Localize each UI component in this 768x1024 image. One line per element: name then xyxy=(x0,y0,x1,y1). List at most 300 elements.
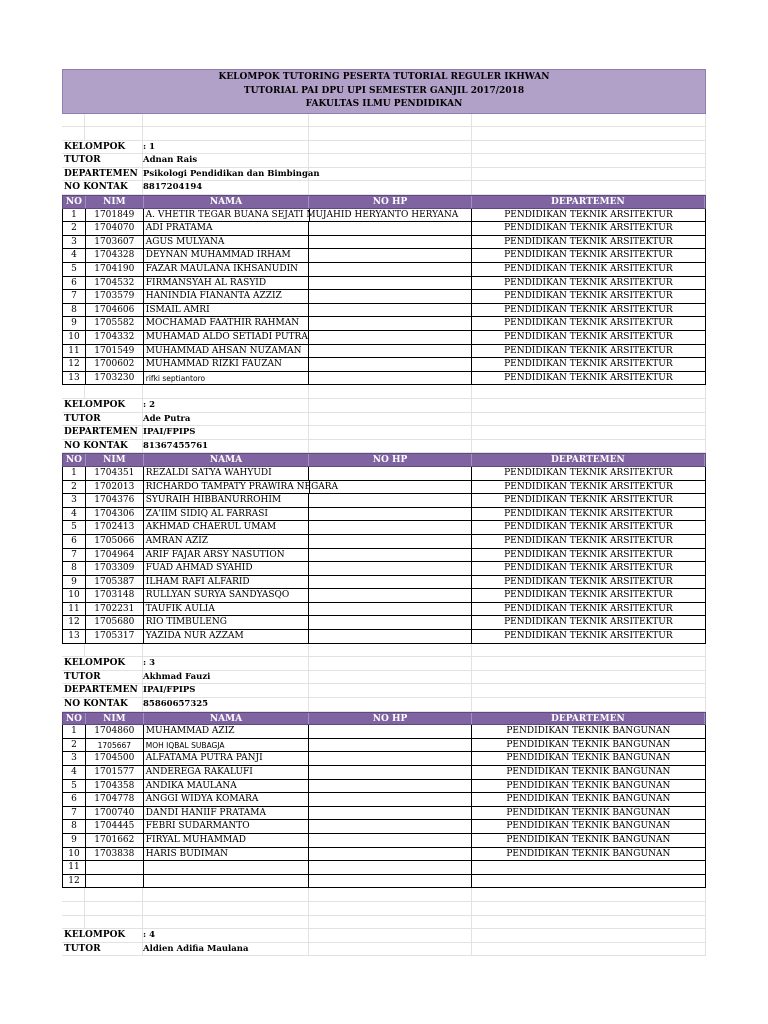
cell-nama[interactable] xyxy=(144,875,309,888)
cell-no-hp[interactable] xyxy=(309,576,471,589)
cell-no-hp[interactable] xyxy=(309,222,471,235)
cell-no-hp[interactable] xyxy=(309,331,471,344)
cell-no-hp[interactable] xyxy=(309,345,471,358)
cell-nama[interactable]: FAZAR MAULANA IKHSANUDIN xyxy=(144,263,309,276)
title-line-3: FAKULTAS ILMU PENDIDIKAN xyxy=(305,99,463,109)
cell-nama[interactable]: MOCHAMAD FAATHIR RAHMAN xyxy=(144,317,309,330)
blank-cell[interactable] xyxy=(85,385,143,398)
cell-no-hp[interactable] xyxy=(309,861,471,874)
column-header-nama[interactable]: NAMA xyxy=(144,713,309,725)
blank-cell[interactable] xyxy=(472,168,706,181)
cell-no[interactable]: 6 xyxy=(63,535,86,548)
cell-no-hp[interactable] xyxy=(309,793,471,806)
cell-no[interactable]: 3 xyxy=(63,494,86,507)
info-value-departemen[interactable]: IPAI/FPIPS xyxy=(143,426,309,439)
blank-cell[interactable] xyxy=(472,399,706,412)
blank-cell[interactable] xyxy=(85,902,143,915)
cell-nama[interactable]: DEYNAN MUHAMMAD IRHAM xyxy=(144,249,309,262)
blank-cell[interactable] xyxy=(309,154,472,167)
info-value-tutor[interactable]: Aldien Adifia Maulana xyxy=(143,943,309,956)
cell-no[interactable]: 13 xyxy=(63,630,86,643)
blank-cell[interactable] xyxy=(309,141,472,154)
cell-departemen[interactable]: PENDIDIKAN TEKNIK ARSITEKTUR xyxy=(504,318,673,329)
cell-nama[interactable]: RULLYAN SURYA SANDYASQO xyxy=(144,589,309,602)
cell-nama[interactable]: HANINDIA FIANANTA AZZIZ xyxy=(144,290,309,303)
blank-cell[interactable] xyxy=(472,154,706,167)
cell-no-hp[interactable] xyxy=(310,209,472,222)
blank-cell[interactable] xyxy=(143,385,309,398)
cell-nim[interactable]: 1703579 xyxy=(86,290,144,303)
blank-cell[interactable] xyxy=(143,114,309,127)
cell-nama[interactable]: MUHAMMAD AHSAN NUZAMAN xyxy=(144,345,309,358)
info-label-kelompok: KELOMPOK xyxy=(62,399,143,412)
cell-departemen[interactable]: PENDIDIKAN TEKNIK ARSITEKTUR xyxy=(504,563,673,574)
cell-nama[interactable]: DANDI HANIIF PRATAMA xyxy=(144,807,309,820)
cell-nama[interactable]: AKHMAD CHAERUL UMAM xyxy=(144,521,309,534)
cell-no[interactable]: 2 xyxy=(63,222,86,235)
cell-nama[interactable]: AMRAN AZIZ xyxy=(144,535,309,548)
cell-no[interactable]: 9 xyxy=(63,317,86,330)
blank-cell[interactable] xyxy=(309,127,472,140)
cell-departemen[interactable]: PENDIDIKAN TEKNIK ARSITEKTUR xyxy=(504,522,673,533)
cell-no[interactable]: 8 xyxy=(63,562,86,575)
table-row xyxy=(62,277,706,291)
blank-cell[interactable] xyxy=(472,114,706,127)
blank-cell[interactable] xyxy=(309,657,472,670)
cell-nim[interactable]: 1704351 xyxy=(86,467,144,480)
cell-no-hp[interactable] xyxy=(309,820,471,833)
cell-no-hp[interactable] xyxy=(309,603,471,616)
cell-departemen[interactable]: PENDIDIKAN TEKNIK ARSITEKTUR xyxy=(504,372,673,383)
cell-no[interactable]: 7 xyxy=(63,290,86,303)
cell-nim[interactable]: 1703838 xyxy=(86,848,144,861)
cell-nim[interactable]: 1704532 xyxy=(86,277,144,290)
blank-row xyxy=(62,888,706,902)
column-header-no-hp[interactable]: NO HP xyxy=(309,454,472,466)
cell-no[interactable]: 9 xyxy=(63,834,86,847)
cell-nama[interactable]: SYURAIH HIBBANURROHIM xyxy=(144,494,309,507)
cell-nim[interactable]: 1704190 xyxy=(86,263,144,276)
cell-no[interactable]: 8 xyxy=(63,820,86,833)
blank-cell[interactable] xyxy=(309,684,472,697)
cell-no-hp[interactable] xyxy=(309,616,471,629)
cell-nim[interactable]: 1703148 xyxy=(86,589,144,602)
column-header-nim[interactable]: NIM xyxy=(86,196,144,208)
blank-cell[interactable] xyxy=(309,385,472,398)
cell-no[interactable]: 6 xyxy=(63,277,86,290)
cell-nama[interactable]: ARIF FAJAR ARSY NASUTION xyxy=(144,549,309,562)
cell-nim[interactable]: 1701577 xyxy=(86,766,144,779)
column-header-departemen[interactable]: DEPARTEMEN xyxy=(472,713,705,725)
cell-nama[interactable] xyxy=(144,861,309,874)
blank-cell[interactable] xyxy=(85,644,143,657)
cell-nim[interactable]: 1704860 xyxy=(86,725,144,738)
cell-no[interactable]: 1 xyxy=(63,467,86,480)
cell-nim[interactable]: 1701849 xyxy=(86,209,144,222)
cell-nim[interactable]: 1702413 xyxy=(86,521,144,534)
cell-nama[interactable]: ISMAIL AMRI xyxy=(144,304,309,317)
blank-cell[interactable] xyxy=(309,399,472,412)
cell-no-hp[interactable] xyxy=(309,290,471,303)
cell-nim[interactable]: 1704306 xyxy=(86,508,144,521)
blank-cell[interactable] xyxy=(472,916,706,929)
cell-no[interactable]: 1 xyxy=(63,209,86,222)
blank-cell[interactable] xyxy=(143,916,309,929)
blank-cell[interactable] xyxy=(62,114,85,127)
blank-cell[interactable] xyxy=(85,888,143,901)
cell-no[interactable]: 11 xyxy=(63,345,86,358)
cell-departemen[interactable]: PENDIDIKAN TEKNIK BANGUNAN xyxy=(506,834,671,845)
cell-departemen[interactable] xyxy=(472,861,705,874)
cell-no-hp[interactable] xyxy=(309,304,471,317)
cell-no-hp[interactable] xyxy=(309,589,471,602)
cell-no[interactable]: 2 xyxy=(63,739,86,752)
cell-nama[interactable]: YAZIDA NUR AZZAM xyxy=(144,630,309,643)
blank-cell[interactable] xyxy=(309,644,472,657)
cell-departemen[interactable]: PENDIDIKAN TEKNIK ARSITEKTUR xyxy=(504,359,673,370)
cell-departemen[interactable]: PENDIDIKAN TEKNIK ARSITEKTUR xyxy=(504,236,673,247)
cell-no-hp[interactable] xyxy=(309,780,471,793)
cell-nim[interactable]: 1703230 xyxy=(86,372,144,385)
cell-nim[interactable]: 1704358 xyxy=(86,780,144,793)
blank-cell[interactable] xyxy=(309,671,472,684)
cell-nama[interactable]: MUHAMAD ALDO SETIADI PUTRA xyxy=(145,332,308,342)
cell-no[interactable]: 3 xyxy=(63,236,86,249)
cell-no[interactable]: 12 xyxy=(63,875,86,888)
cell-nim[interactable]: 1702013 xyxy=(86,481,144,494)
blank-cell[interactable] xyxy=(143,127,309,140)
column-header-departemen[interactable]: DEPARTEMEN xyxy=(472,454,705,466)
cell-no-hp[interactable] xyxy=(309,236,471,249)
cell-departemen[interactable]: PENDIDIKAN TEKNIK BANGUNAN xyxy=(506,726,671,737)
cell-nim[interactable]: 1704376 xyxy=(86,494,144,507)
blank-cell[interactable] xyxy=(62,644,85,657)
cell-departemen[interactable]: PENDIDIKAN TEKNIK ARSITEKTUR xyxy=(504,332,673,342)
cell-nama[interactable]: MOH IQBAL SUBAGJA xyxy=(144,739,309,752)
cell-no[interactable]: 1 xyxy=(63,725,86,738)
blank-cell[interactable] xyxy=(309,413,472,426)
cell-departemen[interactable]: PENDIDIKAN TEKNIK ARSITEKTUR xyxy=(504,250,673,261)
cell-nama[interactable]: FEBRI SUDARMANTO xyxy=(144,820,309,833)
cell-nim[interactable]: 1704964 xyxy=(86,549,144,562)
cell-nama[interactable]: FIRYAL MUHAMMAD xyxy=(144,834,309,847)
cell-departemen[interactable]: PENDIDIKAN TEKNIK ARSITEKTUR xyxy=(504,209,673,220)
cell-no[interactable]: 10 xyxy=(63,331,86,344)
cell-no-hp[interactable] xyxy=(309,562,471,575)
info-value-kelompok[interactable]: : 4 xyxy=(143,929,309,942)
blank-cell[interactable] xyxy=(472,141,706,154)
cell-departemen[interactable]: PENDIDIKAN TEKNIK ARSITEKTUR xyxy=(504,617,673,628)
cell-nim[interactable]: 1703607 xyxy=(86,236,144,249)
blank-cell[interactable] xyxy=(472,413,706,426)
blank-cell[interactable] xyxy=(309,114,472,127)
cell-no-hp[interactable] xyxy=(309,508,471,521)
cell-nama[interactable]: ADI PRATAMA xyxy=(144,222,309,235)
cell-nama[interactable]: RICHARDO TAMPATY PRAWIRA NEGARA xyxy=(145,481,339,492)
blank-cell[interactable] xyxy=(62,916,85,929)
blank-cell[interactable] xyxy=(62,127,85,140)
column-header-no[interactable]: NO xyxy=(63,454,86,466)
cell-no[interactable]: 5 xyxy=(63,521,86,534)
info-value-kelompok[interactable]: : 3 xyxy=(143,657,309,670)
cell-no-hp[interactable] xyxy=(309,249,471,262)
table-row xyxy=(62,535,706,549)
blank-cell[interactable] xyxy=(472,943,706,956)
blank-cell[interactable] xyxy=(472,440,706,453)
blank-cell[interactable] xyxy=(62,385,85,398)
cell-departemen[interactable]: PENDIDIKAN TEKNIK BANGUNAN xyxy=(506,794,671,805)
cell-nama[interactable]: ILHAM RAFI ALFARID xyxy=(144,576,309,589)
column-header-nim[interactable]: NIM xyxy=(86,454,144,466)
cell-departemen[interactable]: PENDIDIKAN TEKNIK ARSITEKTUR xyxy=(504,590,673,601)
cell-nama[interactable]: ZA'IIM SIDIQ AL FARRASI xyxy=(144,508,309,521)
cell-no[interactable]: 11 xyxy=(63,861,86,874)
info-label-tutor: TUTOR xyxy=(62,943,143,956)
cell-no-hp[interactable] xyxy=(309,317,471,330)
blank-cell[interactable] xyxy=(472,657,706,670)
cell-no[interactable]: 12 xyxy=(63,358,86,371)
cell-nim[interactable]: 1703309 xyxy=(86,562,144,575)
info-value-tutor[interactable]: Ade Putra xyxy=(143,413,309,426)
cell-no[interactable]: 10 xyxy=(63,848,86,861)
cell-departemen[interactable]: PENDIDIKAN TEKNIK ARSITEKTUR xyxy=(504,549,673,560)
info-value-kelompok[interactable]: : 1 xyxy=(143,141,309,154)
blank-cell[interactable] xyxy=(143,644,309,657)
cell-no-hp[interactable] xyxy=(309,372,471,385)
table-row xyxy=(62,481,706,495)
blank-cell[interactable] xyxy=(472,684,706,697)
cell-nim[interactable]: 1701549 xyxy=(86,345,144,358)
cell-nim[interactable]: 1702231 xyxy=(86,603,144,616)
cell-no[interactable]: 4 xyxy=(63,249,86,262)
info-row-tutor xyxy=(62,154,706,168)
cell-departemen[interactable]: PENDIDIKAN TEKNIK BANGUNAN xyxy=(506,753,671,764)
info-value-kontak[interactable]: 85860657325 xyxy=(143,698,309,711)
blank-cell[interactable] xyxy=(309,440,472,453)
cell-departemen[interactable]: PENDIDIKAN TEKNIK ARSITEKTUR xyxy=(504,277,673,288)
cell-no[interactable]: 8 xyxy=(63,304,86,317)
blank-cell[interactable] xyxy=(472,888,706,901)
cell-nama[interactable]: MUHAMMAD RIZKI FAUZAN xyxy=(144,358,309,371)
cell-departemen[interactable]: PENDIDIKAN TEKNIK ARSITEKTUR xyxy=(504,264,673,275)
cell-no[interactable]: 4 xyxy=(63,508,86,521)
cell-departemen[interactable]: PENDIDIKAN TEKNIK BANGUNAN xyxy=(506,780,671,791)
cell-nama[interactable]: HARIS BUDIMAN xyxy=(144,848,309,861)
cell-nama[interactable]: AGUS MULYANA xyxy=(144,236,309,249)
cell-departemen[interactable]: PENDIDIKAN TEKNIK ARSITEKTUR xyxy=(504,631,673,642)
cell-no-hp[interactable] xyxy=(309,766,471,779)
cell-nama[interactable]: RIO TIMBULENG xyxy=(144,616,309,629)
cell-nim[interactable]: 1704328 xyxy=(86,249,144,262)
cell-departemen[interactable] xyxy=(472,875,705,888)
blank-cell[interactable] xyxy=(309,916,472,929)
blank-cell[interactable] xyxy=(472,181,706,194)
cell-departemen[interactable]: PENDIDIKAN TEKNIK ARSITEKTUR xyxy=(504,467,673,478)
cell-nim[interactable] xyxy=(86,875,144,888)
table-row xyxy=(62,521,706,535)
cell-no[interactable]: 10 xyxy=(63,589,86,602)
blank-cell[interactable] xyxy=(472,127,706,140)
cell-departemen[interactable]: PENDIDIKAN TEKNIK BANGUNAN xyxy=(506,848,671,859)
cell-departemen[interactable]: PENDIDIKAN TEKNIK BANGUNAN xyxy=(506,807,671,818)
blank-cell[interactable] xyxy=(62,888,85,901)
cell-no-hp[interactable] xyxy=(309,467,471,480)
cell-nim[interactable]: 1705680 xyxy=(86,616,144,629)
info-row-departemen xyxy=(62,426,706,440)
cell-departemen[interactable]: PENDIDIKAN TEKNIK ARSITEKTUR xyxy=(504,495,673,506)
cell-no[interactable]: 9 xyxy=(63,576,86,589)
cell-nama[interactable]: rifki septiantoro xyxy=(144,372,309,385)
info-label-departemen: DEPARTEMEN xyxy=(62,426,143,439)
info-value-kontak[interactable]: 8817204194 xyxy=(143,181,309,194)
blank-cell[interactable] xyxy=(472,698,706,711)
column-header-nama[interactable]: NAMA xyxy=(144,454,309,466)
cell-nim[interactable]: 1704070 xyxy=(86,222,144,235)
column-header-no-hp[interactable]: NO HP xyxy=(309,713,472,725)
blank-cell[interactable] xyxy=(143,888,309,901)
blank-cell[interactable] xyxy=(62,902,85,915)
cell-no[interactable]: 6 xyxy=(63,793,86,806)
cell-departemen[interactable]: PENDIDIKAN TEKNIK ARSITEKTUR xyxy=(504,508,673,519)
cell-nama[interactable]: REZALDI SATYA WAHYUDI xyxy=(144,467,309,480)
cell-departemen[interactable]: PENDIDIKAN TEKNIK ARSITEKTUR xyxy=(504,291,673,302)
blank-row xyxy=(62,644,706,658)
cell-nim[interactable]: 1705066 xyxy=(86,535,144,548)
cell-nim[interactable]: 1705387 xyxy=(86,576,144,589)
blank-cell[interactable] xyxy=(472,385,706,398)
column-header-nim[interactable]: NIM xyxy=(86,713,144,725)
cell-departemen[interactable]: PENDIDIKAN TEKNIK BANGUNAN xyxy=(506,821,671,832)
cell-nim[interactable]: 1704500 xyxy=(86,752,144,765)
cell-nama[interactable]: FIRMANSYAH AL RASYID xyxy=(144,277,309,290)
blank-cell[interactable] xyxy=(143,902,309,915)
cell-nim[interactable] xyxy=(86,861,144,874)
column-header-no-hp[interactable]: NO HP xyxy=(309,196,472,208)
cell-departemen[interactable]: PENDIDIKAN TEKNIK ARSITEKTUR xyxy=(504,535,673,546)
cell-departemen[interactable]: PENDIDIKAN TEKNIK ARSITEKTUR xyxy=(504,576,673,587)
cell-no-hp[interactable] xyxy=(309,834,471,847)
blank-cell[interactable] xyxy=(309,181,472,194)
sheet-title-banner xyxy=(62,69,706,114)
cell-no-hp[interactable] xyxy=(309,725,471,738)
cell-no[interactable]: 7 xyxy=(63,549,86,562)
blank-cell[interactable] xyxy=(309,902,472,915)
cell-departemen[interactable]: PENDIDIKAN TEKNIK ARSITEKTUR xyxy=(504,481,673,492)
cell-no-hp[interactable] xyxy=(309,549,471,562)
blank-cell[interactable] xyxy=(472,902,706,915)
blank-cell[interactable] xyxy=(309,698,472,711)
cell-nama[interactable]: ANDEREGA RAKALUFI xyxy=(144,766,309,779)
column-header-no[interactable]: NO xyxy=(63,196,86,208)
blank-cell[interactable] xyxy=(85,114,143,127)
cell-nama[interactable]: ANDIKA MAULANA xyxy=(144,780,309,793)
blank-cell[interactable] xyxy=(309,888,472,901)
cell-no-hp[interactable] xyxy=(309,521,471,534)
cell-no-hp[interactable] xyxy=(309,752,471,765)
cell-no[interactable]: 2 xyxy=(63,481,86,494)
cell-departemen[interactable]: PENDIDIKAN TEKNIK ARSITEKTUR xyxy=(504,223,673,234)
cell-nim[interactable]: 1705317 xyxy=(86,630,144,643)
cell-no-hp[interactable] xyxy=(309,807,471,820)
cell-nim[interactable]: 1705582 xyxy=(86,317,144,330)
blank-cell[interactable] xyxy=(309,943,472,956)
cell-nama[interactable]: A. VHETIR TEGAR BUANA SEJATI MUJAHID HERYANTO HERYANA xyxy=(145,209,459,220)
cell-departemen[interactable]: PENDIDIKAN TEKNIK ARSITEKTUR xyxy=(504,345,673,356)
info-value-departemen[interactable]: IPAI/FPIPS xyxy=(143,684,309,697)
cell-departemen[interactable]: PENDIDIKAN TEKNIK BANGUNAN xyxy=(506,767,671,777)
cell-no[interactable]: 7 xyxy=(63,807,86,820)
cell-nim[interactable]: 1704445 xyxy=(86,820,144,833)
column-header-nama[interactable]: NAMA xyxy=(144,196,309,208)
table-row xyxy=(62,290,706,304)
cell-no[interactable]: 5 xyxy=(63,780,86,793)
cell-nama[interactable]: ANGGI WIDYA KOMARA xyxy=(144,793,309,806)
cell-nama[interactable]: ALFATAMA PUTRA PANJI xyxy=(144,752,309,765)
cell-departemen[interactable]: PENDIDIKAN TEKNIK BANGUNAN xyxy=(506,739,671,750)
cell-no[interactable]: 13 xyxy=(63,372,86,385)
cell-no[interactable]: 12 xyxy=(63,616,86,629)
blank-cell[interactable] xyxy=(472,671,706,684)
cell-nim[interactable]: 1701662 xyxy=(86,834,144,847)
cell-no[interactable]: 11 xyxy=(63,603,86,616)
blank-cell[interactable] xyxy=(85,127,143,140)
blank-cell[interactable] xyxy=(309,929,472,942)
blank-cell[interactable] xyxy=(309,168,472,181)
cell-nim[interactable]: 1700602 xyxy=(86,358,144,371)
table-row xyxy=(62,739,706,753)
cell-no-hp[interactable] xyxy=(309,875,471,888)
blank-cell[interactable] xyxy=(472,929,706,942)
cell-no[interactable]: 5 xyxy=(63,263,86,276)
info-value-departemen[interactable]: Psikologi Pendidikan dan Bimbingan xyxy=(143,168,320,179)
cell-no-hp[interactable] xyxy=(309,739,471,752)
info-row-kelompok xyxy=(62,141,706,155)
cell-nama[interactable]: MUHAMMAD AZIZ xyxy=(144,725,309,738)
cell-no[interactable]: 3 xyxy=(63,752,86,765)
blank-cell[interactable] xyxy=(472,426,706,439)
column-header-departemen[interactable]: DEPARTEMEN xyxy=(472,196,705,208)
blank-row xyxy=(62,385,706,399)
cell-nim[interactable]: 1705667 xyxy=(86,739,144,752)
cell-no-hp[interactable] xyxy=(309,848,471,861)
cell-no-hp[interactable] xyxy=(309,494,471,507)
blank-cell[interactable] xyxy=(85,916,143,929)
blank-cell[interactable] xyxy=(472,644,706,657)
column-header-no[interactable]: NO xyxy=(63,713,86,725)
info-value-kelompok[interactable]: : 2 xyxy=(143,399,309,412)
table-row xyxy=(62,304,706,318)
cell-departemen[interactable]: PENDIDIKAN TEKNIK ARSITEKTUR xyxy=(504,304,673,315)
blank-cell[interactable] xyxy=(309,426,472,439)
cell-nama[interactable]: TAUFIK AULIA xyxy=(144,603,309,616)
info-value-tutor[interactable]: Akhmad Fauzi xyxy=(143,671,309,684)
cell-no-hp[interactable] xyxy=(309,277,471,290)
cell-nim[interactable]: 1704606 xyxy=(86,304,144,317)
cell-no-hp[interactable] xyxy=(309,358,471,371)
cell-no-hp[interactable] xyxy=(309,263,471,276)
info-value-kontak[interactable]: 81367455761 xyxy=(143,440,309,453)
info-value-tutor[interactable]: Adnan Rais xyxy=(143,154,309,167)
cell-no-hp[interactable] xyxy=(309,535,471,548)
cell-no-hp[interactable] xyxy=(310,481,472,494)
cell-nama[interactable]: FUAD AHMAD SYAHID xyxy=(144,562,309,575)
cell-nim[interactable]: 1700740 xyxy=(86,807,144,820)
cell-nim[interactable]: 1704778 xyxy=(86,793,144,806)
cell-departemen[interactable]: PENDIDIKAN TEKNIK ARSITEKTUR xyxy=(504,603,673,614)
cell-no-hp[interactable] xyxy=(309,630,471,643)
cell-no[interactable]: 4 xyxy=(63,766,86,779)
cell-nim[interactable]: 1704332 xyxy=(86,331,144,344)
